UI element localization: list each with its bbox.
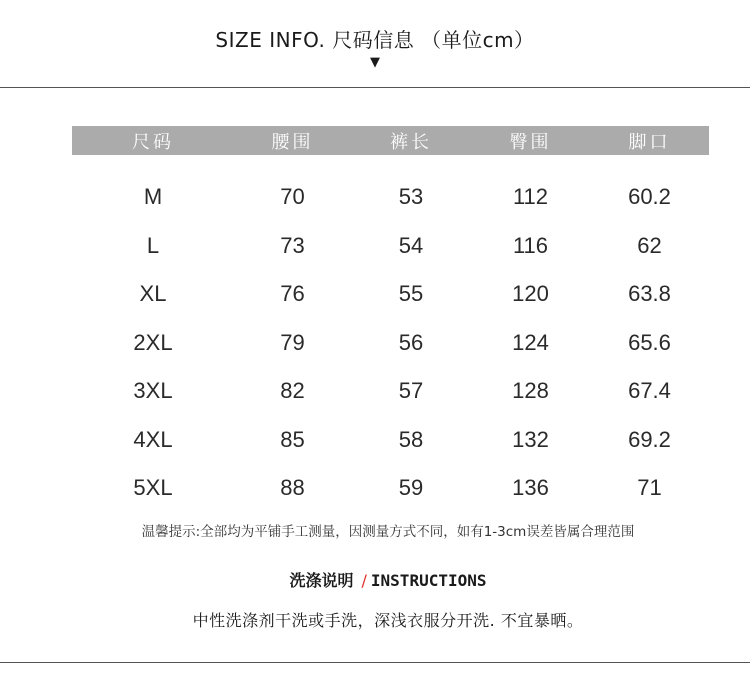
table-cell: 128 [512,378,549,404]
table-cell: 132 [512,426,549,452]
column-header-hem: 脚口 [628,131,671,153]
table-cell: 65.6 [628,329,671,355]
table-body [72,173,709,513]
table-row [72,367,709,416]
table-cell: 116 [512,232,549,258]
measurement-note: 温馨提示:全部均为平铺手工测量，因测量方式不同，如有1-3cm误差皆属合理范围 [141,524,635,540]
table-cell: 56 [398,329,424,355]
table-row [72,173,709,222]
table-cell: 69.2 [628,426,671,452]
table-cell: 53 [398,184,424,210]
table-cell: 62 [637,232,662,258]
table-cell: 58 [398,426,424,452]
table-cell: 124 [512,329,549,355]
column-header-size: 尺码 [132,131,174,153]
down-arrow-icon: ▼ [370,55,380,70]
table-cell: 112 [512,184,549,210]
page-title: SIZE INFO. 尺码信息 （单位cm） [215,28,535,52]
table-cell: 71 [637,475,662,501]
column-header-waist: 腰围 [271,131,314,153]
table-cell: 79 [280,329,305,355]
table-cell: 88 [280,475,305,501]
table-cell: XL [139,281,167,307]
washing-title-en: INSTRUCTIONS [370,571,487,590]
table-row [72,319,709,368]
washing-description: 中性洗涤剂干洗或手洗，深浅衣服分开洗. 不宜暴晒。 [192,611,584,630]
table-cell: 5XL [133,475,173,501]
table-row [72,270,709,319]
divider-bottom [0,662,750,663]
table-cell: 59 [398,475,424,501]
size-table [72,126,709,513]
table-row [72,464,709,513]
table-cell: 136 [512,475,549,501]
table-cell: 60.2 [628,184,671,210]
table-cell: 73 [280,232,305,258]
washing-title [0,568,750,591]
table-row [72,222,709,271]
table-cell: 63.8 [628,281,671,307]
table-cell: L [146,232,160,258]
column-header-hip: 臀围 [509,131,552,153]
table-cell: 120 [512,281,549,307]
table-cell: 76 [280,281,305,307]
washing-title-cn: 洗涤说明 [289,571,354,590]
table-cell: 54 [398,232,424,258]
table-cell: M [143,184,163,210]
table-cell: 55 [398,281,424,307]
divider-top [0,87,750,88]
table-cell: 67.4 [628,378,671,404]
table-cell: 2XL [133,329,173,355]
table-cell: 4XL [133,426,173,452]
table-cell: 70 [280,184,305,210]
column-header-length: 裤长 [390,131,432,153]
table-cell: 57 [398,378,424,404]
table-cell: 85 [280,426,305,452]
slash-separator: / [361,571,367,590]
table-cell: 82 [280,378,305,404]
table-cell: 3XL [133,378,173,404]
table-header [72,126,709,155]
table-row [72,416,709,465]
